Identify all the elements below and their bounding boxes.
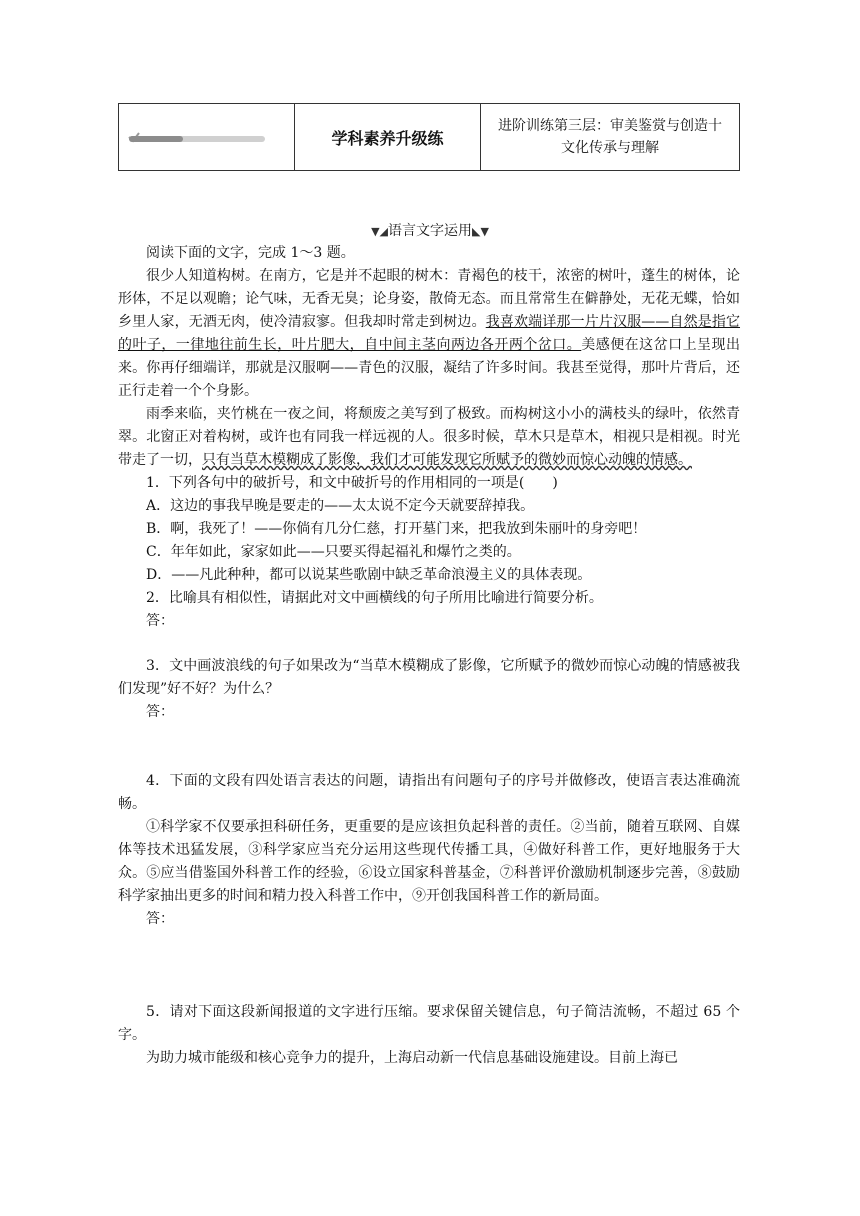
q1-option-a: A．这边的事我早晚是要走的——太太说不定今天就要辞掉我。: [146, 498, 535, 514]
answer-space: [118, 931, 740, 1001]
q1-option-d: D．——凡此种种，都可以说某些歌剧中缺乏革命浪漫主义的具体表现。: [146, 567, 592, 583]
q4-stem: 4．下面的文段有四处语言表达的问题，请指出有问题句子的序号并做修改，使语言表达准确流畅。: [118, 773, 740, 812]
intro: 阅读下面的文字，完成 1～3 题。: [146, 245, 355, 261]
section-heading: [0, 220, 860, 240]
question-content: [118, 242, 740, 1070]
passage-text: 美感便在这岔口上呈现出来。你再仔细端详，那就是汉服啊——青色的汉服，凝结了许多时间。我甚至觉得，那叶片背后，还正行走着一个个身影。: [118, 337, 741, 399]
q4-answer-label: 答：: [146, 911, 174, 927]
level-line-2: 文化传承与理解: [561, 140, 659, 156]
q1-stem: 1．下列各句中的破折号，和文中破折号的作用相同的一项是( ): [146, 475, 558, 491]
wavy-sentence: 只有当草木模糊成了影像，我们才可能发现它所赋予的微妙而惊心动魄的情感。: [202, 452, 692, 468]
q3-answer-label: 答：: [146, 704, 174, 720]
level-label: [481, 104, 739, 170]
q4-passage: ①科学家不仅要承担科研任务，更重要的是应该担负起科普的责任。②当前，随着互联网、自媒体等技术迅猛发展，③科学家应当充分运用这些现代传播工具，④做好科普工作，更好地服务于大众。⑤应当借鉴国外科普工作的经验，⑥设立国家科普基金，⑦科普评价激励机制逐步完善，⑧鼓励科学家抽出更多的时间和精力投入科普工作中，⑨开创我国科普工作的新局面。: [118, 819, 740, 904]
level-line-1: 进阶训练第三层：审美鉴赏与创造十: [498, 118, 722, 134]
underlined-sentence: 我喜欢端详那一片片汉服——自然是指它的叶子，一律地往前生长，叶片肥大，自中间主茎向两边各开两个岔口。: [118, 314, 741, 353]
passage-paragraph-1: [118, 265, 740, 403]
progress-cell: [119, 104, 295, 170]
passage-text: 很少人知道构树。在南方，它是并不起眼的树木：青褐色的枝干，浓密的树叶，蓬生的树体，论形体，不足以观瞻；论气味，无香无臭；论身姿，散倚无态。而且常常生在僻静处，无花无蝶，恰如乡里人家，无酒无肉，使冷清寂寥。但我却时常走到树边。: [118, 268, 740, 330]
section-title: 语言文字运用: [388, 223, 472, 239]
passage-text: 雨季来临，夹竹桃在一夜之间，将颓废之美写到了极致。而构树这小小的满枝头的绿叶，依然青翠。北窗正对着构树，或许也有同我一样远视的人。很多时候，草木只是草木，相视只是相视。时光带走了一切，: [118, 406, 740, 468]
q3-stem: 3．文中画波浪线的句子如果改为“当草木模糊成了影像，它所赋予的微妙而惊心动魄的情感被我们发现”好不好？为什么？: [118, 658, 740, 697]
progress-fill: [129, 136, 183, 142]
q1-option-b: B．啊，我死了！——你倘有几分仁慈，打开墓门来，把我放到朱丽叶的身旁吧！: [146, 521, 647, 537]
q2-answer-label: 答：: [146, 613, 174, 629]
triangle-left-icon: ▼◢: [371, 225, 388, 238]
q5-stem: 5．请对下面这段新闻报道的文字进行压缩。要求保留关键信息，句子简洁流畅，不超过 65 个字。: [118, 1004, 740, 1043]
triangle-right-icon: ◣▼: [472, 225, 489, 238]
q1-option-c: C．年年如此，家家如此——只要买得起福礼和爆竹之类的。: [146, 544, 521, 560]
q2-stem: 2．比喻具有相似性，请据此对文中画横线的句子所用比喻进行简要分析。: [146, 590, 603, 606]
header-table: [118, 103, 740, 171]
q5-passage: 为助力城市能级和核心竞争力的提升，上海启动新一代信息基础设施建设。目前上海已: [146, 1050, 678, 1066]
progress-bar: [129, 136, 265, 142]
answer-space: [118, 633, 740, 655]
answer-space: [118, 724, 740, 770]
passage-paragraph-2: [118, 403, 740, 472]
header-title: 学科素养升级练: [295, 104, 481, 170]
